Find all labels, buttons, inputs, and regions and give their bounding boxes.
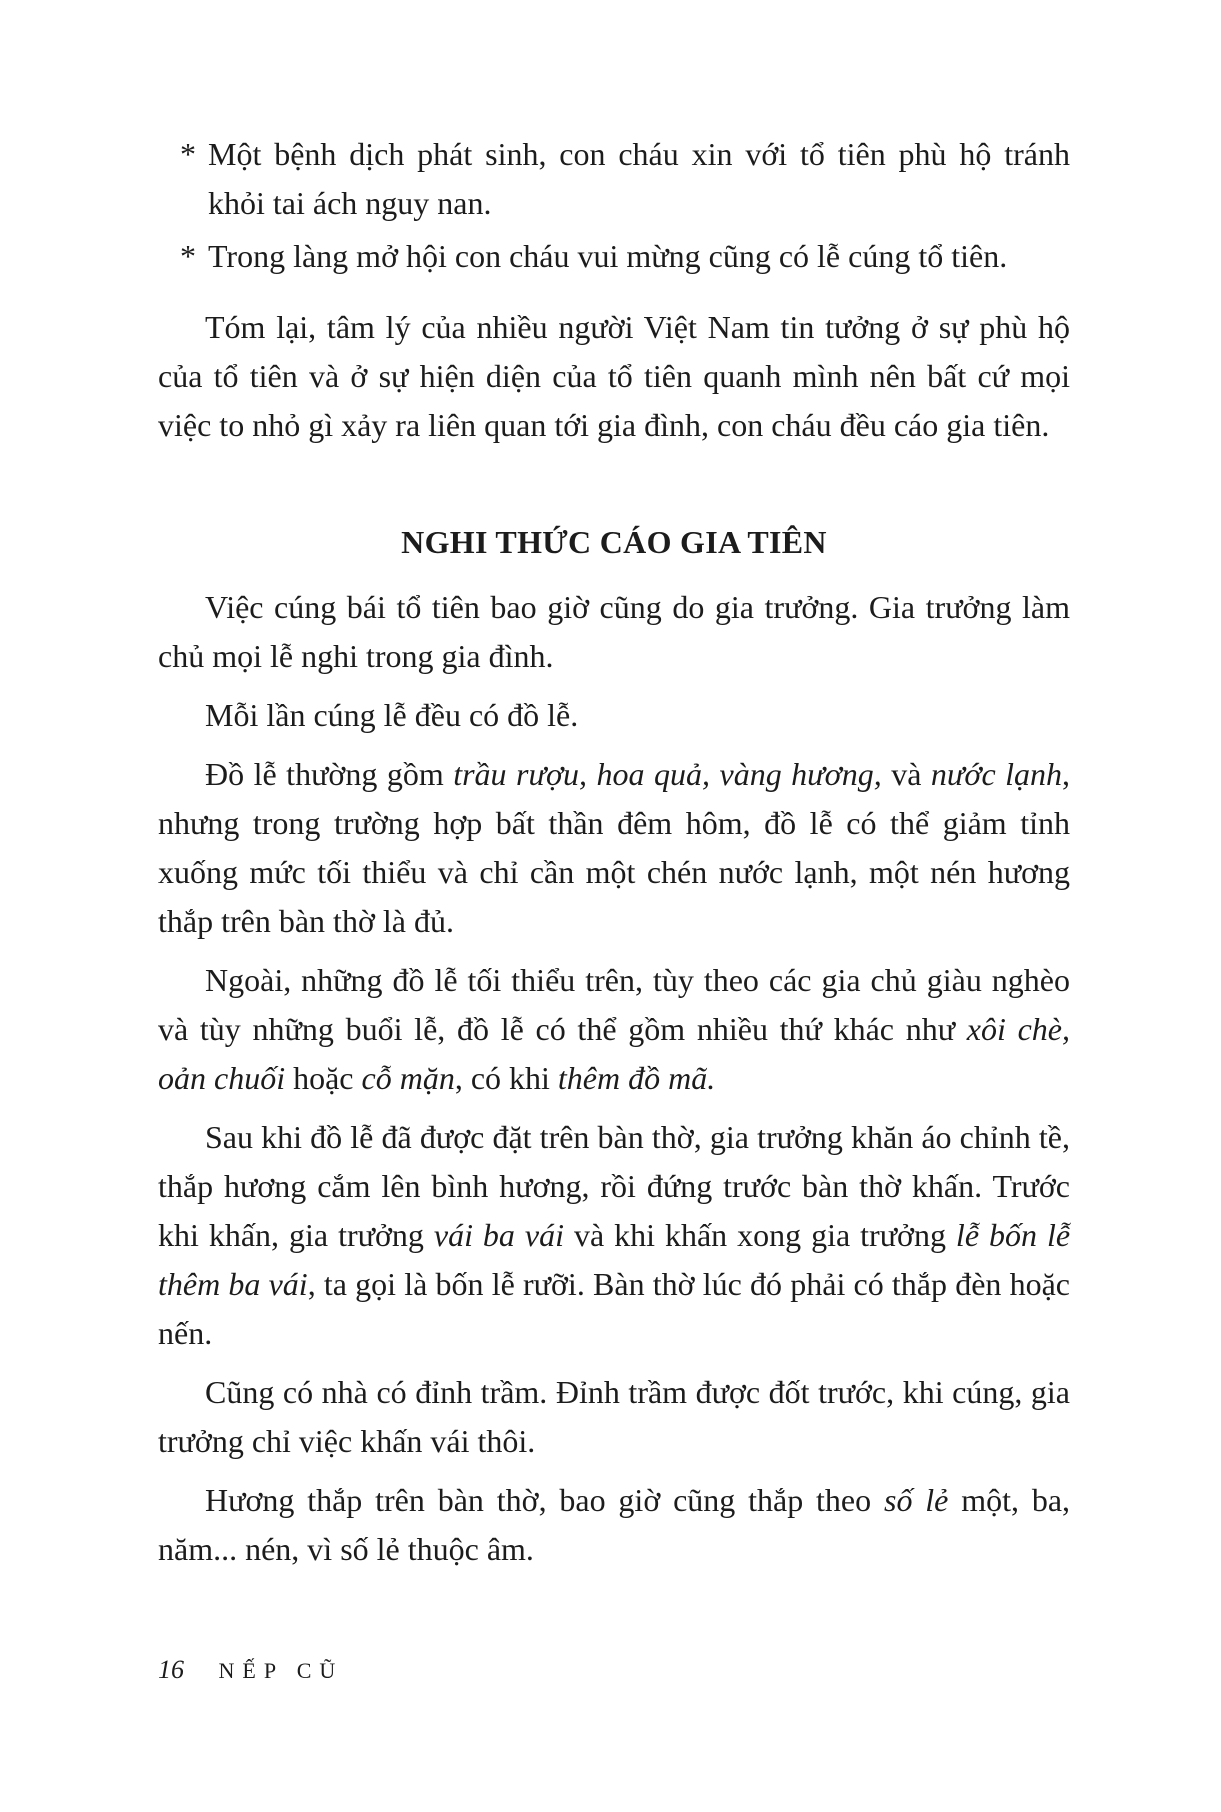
running-title: NẾP CŨ: [218, 1658, 344, 1683]
bullet-text: Một bệnh dịch phát sinh, con cháu xin với tổ tiên phù hộ tránh khỏi tai ách nguy nan.: [208, 136, 1070, 221]
italic-run: trầu rượu, hoa quả, vàng hương,: [453, 756, 882, 792]
bullet-text: Trong làng mở hội con cháu vui mừng cũng có lễ cúng tổ tiên.: [208, 238, 1008, 274]
text-run: và khi khấn xong gia trưởng: [563, 1217, 956, 1253]
text-run: hoặc: [285, 1060, 362, 1096]
text-run: Ngoài, những đồ lễ tối thiểu trên, tùy theo các gia chủ giàu nghèo và tùy những buổi lễ, đồ lễ có thể gồm nhiều thứ khác như: [158, 962, 1070, 1047]
bullet-item: [158, 232, 1070, 281]
page-body: [158, 130, 1070, 1584]
italic-run: lễ bốn lễ thêm ba vái: [158, 1217, 1071, 1302]
bullet-mark: *: [180, 238, 196, 274]
text-run: , có khi: [454, 1060, 558, 1096]
bullet-item: [158, 130, 1070, 228]
text-run: , nhưng trong trường hợp bất thần đêm hôm, đồ lễ có thể giảm tỉnh xuống mức tối thiểu và chỉ cần một chén nước lạnh, một nén hương thắp trên bàn thờ là đủ.: [158, 756, 1071, 939]
paragraph-4: [158, 956, 1070, 1103]
italic-run: nước lạnh: [930, 756, 1063, 792]
text-run: một, ba, năm... nén, vì số lẻ thuộc âm.: [158, 1482, 1071, 1567]
italic-run: số lẻ: [883, 1482, 949, 1518]
summary-paragraph: Tóm lại, tâm lý của nhiều người Việt Nam tin tưởng ở sự phù hộ của tổ tiên và ở sự hiện diện của tổ tiên quanh mình nên bất cứ mọi việc to nhỏ gì xảy ra liên quan tới gia đình, con cháu đều cáo gia tiên.: [158, 309, 1070, 443]
text-run: , ta gọi là bốn lễ rưỡi. Bàn thờ lúc đó phải có thắp đèn hoặc nến.: [158, 1266, 1071, 1351]
italic-run: vái ba vái: [433, 1217, 564, 1253]
page-footer: [158, 1654, 343, 1687]
italic-run: xôi chè, oản chuối: [158, 1011, 1071, 1096]
paragraph-1: Việc cúng bái tổ tiên bao giờ cũng do gia trưởng. Gia trưởng làm chủ mọi lễ nghi trong gia đình.: [158, 589, 1070, 674]
text-run: Sau khi đồ lễ đã được đặt trên bàn thờ, gia trưởng khăn áo chỉnh tề, thắp hương cắm lên bình hương, rồi đứng trước bàn thờ khấn. Trước khi khấn, gia trưởng: [158, 1119, 1070, 1253]
italic-run: thêm đồ mã.: [557, 1060, 716, 1096]
paragraph-5: [158, 1113, 1070, 1358]
text-run: và: [881, 756, 931, 792]
paragraph-7: [158, 1476, 1070, 1574]
paragraph-2: Mỗi lần cúng lễ đều có đồ lễ.: [205, 697, 579, 733]
paragraph-3: [158, 750, 1070, 946]
text-run: Hương thắp trên bàn thờ, bao giờ cũng thắp theo: [205, 1482, 884, 1518]
italic-run: cỗ mặn: [361, 1060, 455, 1096]
paragraph-6: Cũng có nhà có đỉnh trầm. Đỉnh trầm được đốt trước, khi cúng, gia trưởng chỉ việc khấn vái thôi.: [158, 1374, 1070, 1459]
page-number: 16: [158, 1655, 184, 1684]
section-heading: NGHI THỨC CÁO GIA TIÊN: [401, 524, 827, 560]
text-run: Đồ lễ thường gồm: [205, 756, 454, 792]
bullet-mark: *: [180, 136, 196, 172]
